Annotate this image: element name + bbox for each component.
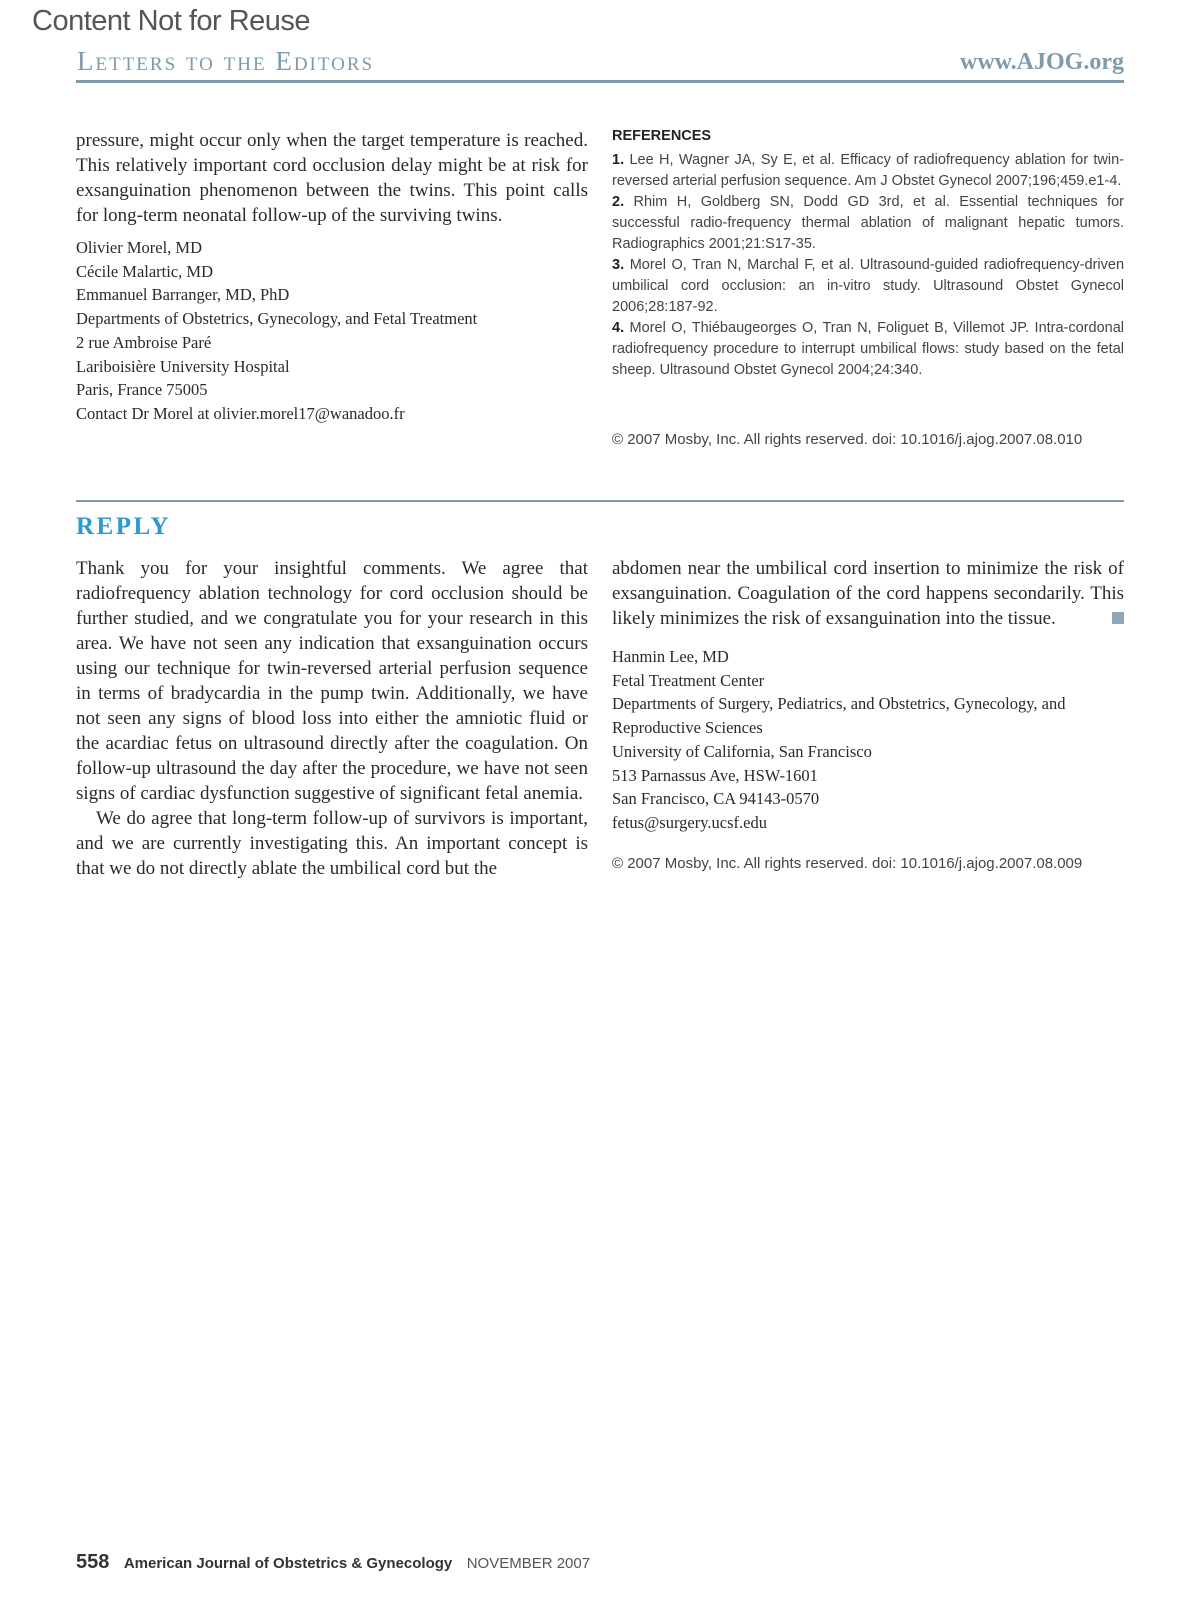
issue-date: NOVEMBER 2007 xyxy=(466,1555,591,1572)
running-header: Letters to the Editors xyxy=(77,46,375,76)
ref-text: Rhim H, Goldberg SN, Dodd GD 3rd, et al. Essential techniques for successful radio-frequency thermal ablation of malignant hepatic tumors. Radiographics 2001;21:S17-35. xyxy=(612,194,1124,252)
sig-line: Cécile Malartic, MD xyxy=(76,261,213,281)
sig-contact: Contact Dr Morel at olivier.morel17@wanadoo.fr xyxy=(76,403,405,423)
reply-column-left xyxy=(76,556,588,881)
letter-signature xyxy=(76,236,588,426)
header-rule xyxy=(76,80,1124,83)
ref-text: Lee H, Wagner JA, Sy E, et al. Efficacy of radiofrequency ablation for twin-reversed arterial perfusion sequence. Am J Obstet Gynecol 2007;196;459.e1-4. xyxy=(612,152,1124,189)
page-footer xyxy=(76,1551,590,1574)
sig-line: Fetal Treatment Center xyxy=(612,670,765,690)
sig-contact: fetus@surgery.ucsf.edu xyxy=(612,812,767,832)
sig-line: Departments of Obstetrics, Gynecology, and Fetal Treatment xyxy=(76,309,478,329)
reply-continuation-text: abdomen near the umbilical cord insertion to minimize the risk of exsanguination. Coagulation of the cord happens secondarily. This likely minimizes the risk of exsanguination into the tissue. xyxy=(612,558,1124,629)
sig-line: San Francisco, CA 94143-0570 xyxy=(612,789,820,809)
page-number: 558 xyxy=(76,1551,110,1573)
sig-line: Emmanuel Barranger, MD, PhD xyxy=(76,285,290,305)
reply-heading: REPLY xyxy=(76,513,171,540)
sig-line: Paris, France 75005 xyxy=(76,380,208,400)
references-heading: REFERENCES xyxy=(612,128,712,144)
reply-column-right xyxy=(612,556,1124,872)
sig-line: Departments of Surgery, Pediatrics, and Obstetrics, Gynecology, and Reproductive Sciences xyxy=(612,694,1066,738)
letter-column xyxy=(76,128,588,426)
reference-item xyxy=(612,255,1124,318)
reference-item xyxy=(612,192,1124,255)
ref-number: 1. xyxy=(612,152,625,168)
watermark: Content Not for Reuse xyxy=(32,5,311,37)
letter-copyright: © 2007 Mosby, Inc. All rights reserved. doi: 10.1016/j.ajog.2007.08.010 xyxy=(612,431,1083,448)
reply-continuation xyxy=(612,556,1124,631)
reply-copyright: © 2007 Mosby, Inc. All rights reserved. doi: 10.1016/j.ajog.2007.08.009 xyxy=(612,854,1083,872)
section-rule xyxy=(76,500,1124,502)
reply-signature xyxy=(612,645,1124,835)
reply-paragraph-2: We do agree that long-term follow-up of survivors is important, and we are currently investigating this. An important concept is that we do not directly ablate the umbilical cord but the xyxy=(76,808,588,879)
sig-line: University of California, San Francisco xyxy=(612,741,872,761)
journal-name: American Journal of Obstetrics & Gynecology xyxy=(123,1555,453,1572)
ref-number: 2. xyxy=(612,194,625,210)
reference-item xyxy=(612,318,1124,381)
reply-paragraph-1: Thank you for your insightful comments. We agree that radiofrequency ablation technology for cord occlusion should be further studied, and we congratulate you for your research in this area. We have not seen any indication that exsanguination occurs using our technique for twin-reversed arterial perfusion sequence in terms of bradycardia in the pump twin. Additionally, we have not seen any signs of blood loss into either the amniotic fluid or the acardiac fetus on ultrasound directly after the coagulation. On follow-up ultrasound the day after the procedure, we have not seen signs of cardiac dysfunction suggestive of significant fetal anemia. xyxy=(76,558,588,804)
ref-text: Morel O, Thiébaugeorges O, Tran N, Foliguet B, Villemot JP. Intra-cordonal radiofrequency procedure to interrupt umbilical flows: study based on the fetal sheep. Ultrasound Obstet Gynecol 2004;24:340. xyxy=(612,320,1124,378)
ref-number: 4. xyxy=(612,320,625,336)
sig-line: 513 Parnassus Ave, HSW-1601 xyxy=(612,765,818,785)
sig-line: Lariboisière University Hospital xyxy=(76,356,290,376)
sig-line: 2 rue Ambroise Paré xyxy=(76,332,212,352)
sig-line: Olivier Morel, MD xyxy=(76,238,203,257)
end-mark-icon xyxy=(1112,612,1124,624)
references-column xyxy=(612,128,1124,448)
ref-number: 3. xyxy=(612,257,625,273)
letter-paragraph: pressure, might occur only when the target temperature is reached. This relatively important cord occlusion delay might be at risk for exsanguination phenomenon between the twins. This point calls for long-term neonatal follow-up of the surviving twins. xyxy=(76,130,588,226)
reference-item xyxy=(612,150,1124,192)
site-link[interactable]: www.AJOG.org xyxy=(960,49,1124,75)
sig-line: Hanmin Lee, MD xyxy=(612,647,729,666)
ref-text: Morel O, Tran N, Marchal F, et al. Ultrasound-guided radiofrequency-driven umbilical cord occlusion: an in-vitro study. Ultrasound Obstet Gynecol 2006;28:187-92. xyxy=(612,257,1125,315)
